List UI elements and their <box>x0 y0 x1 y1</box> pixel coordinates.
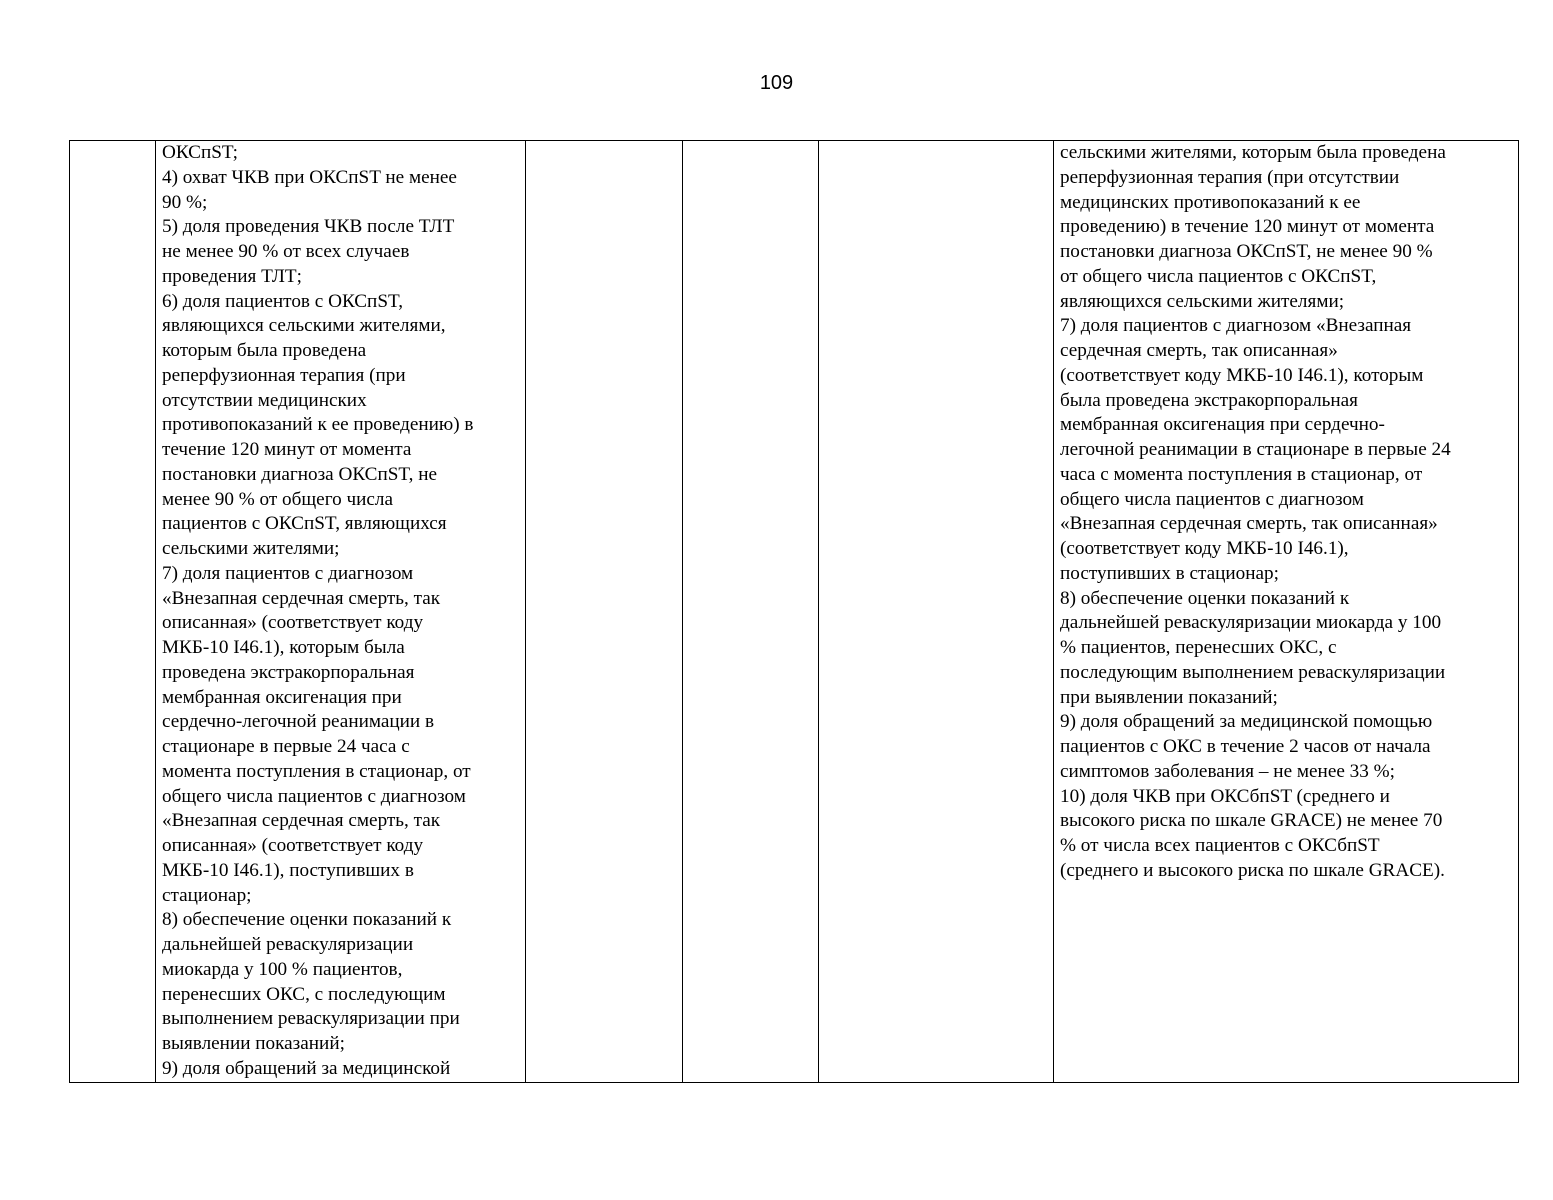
table-cell-col4 <box>683 141 819 1083</box>
table-cell-col1 <box>70 141 156 1083</box>
table-cell-col5 <box>819 141 1054 1083</box>
cell-text: ОКСпST; 4) охват ЧКВ при ОКСпST не менее 90 %; 5) доля проведения ЧКВ после ТЛТ не менее 90 % от всех случаев проведения ТЛТ; 6) доля пациентов с ОКСпST, являющихся сельскими жителями, которым была проведена реперфузионная терапия (при отсутствии медицинских противопоказаний к ее проведению) в течение 120 минут от момента постановки диагноза ОКСпST, не менее 90 % от общего числа пациентов с ОКСпST, являющихся сельскими жителями; 7) доля пациентов с диагнозом «Внезапная сердечная смерть, так описанная» (соответствует коду МКБ-10 I46.1), которым была проведена экстракорпоральная мембранная оксигенация при сердечно-легочной реанимации в стационаре в первые 24 часа с момента поступления в стационар, от общего числа пациентов с диагнозом «Внезапная сердечная смерть, так описанная» (соответствует коду МКБ-10 I46.1), поступивших в стационар; 8) обеспечение оценки показаний к дальнейшей реваскуляризации миокарда у 100 % пациентов, перенесших ОКС, с последующим выполнением реваскуляризации при выявлении показаний; 9) доля обращений за медицинской <box>162 142 474 1079</box>
table-cell-col3 <box>526 141 683 1083</box>
document-table <box>69 140 1519 1083</box>
cell-text: сельскими жителями, которым была проведена реперфузионная терапия (при отсутствии медицинских противопоказаний к ее проведению) в течение 120 минут от момента постановки диагноза ОКСпST, не менее 90 % от общего числа пациентов с ОКСпST, являющихся сельскими жителями; 7) доля пациентов с диагнозом «Внезапная сердечная смерть, так описанная» (соответствует коду МКБ-10 I46.1), которым была проведена экстракорпоральная мембранная оксигенация при сердечно- легочной реанимации в стационаре в первые 24 часа с момента поступления в стационар, от общего числа пациентов с диагнозом «Внезапная сердечная смерть, так описанная» (соответствует коду МКБ-10 I46.1), поступивших в стационар; 8) обеспечение оценки показаний к дальнейшей реваскуляризации миокарда у 100 % пациентов, перенесших ОКС, с последующим выполнением реваскуляризации при выявлении показаний; 9) доля обращений за медицинской помощью пациентов с ОКС в течение 2 часов от начала симптомов заболевания – не менее 33 %; 10) доля ЧКВ при ОКСбпST (среднего и высокого риска по шкале GRACE) не менее 70 % от числа всех пациентов с ОКСбпST (среднего и высокого риска по шкале GRACE). <box>1060 142 1451 881</box>
table-cell-col6 <box>1054 141 1519 1083</box>
table-row <box>70 141 1519 1083</box>
page-number: 109 <box>759 72 794 94</box>
table-cell-col2 <box>156 141 526 1083</box>
